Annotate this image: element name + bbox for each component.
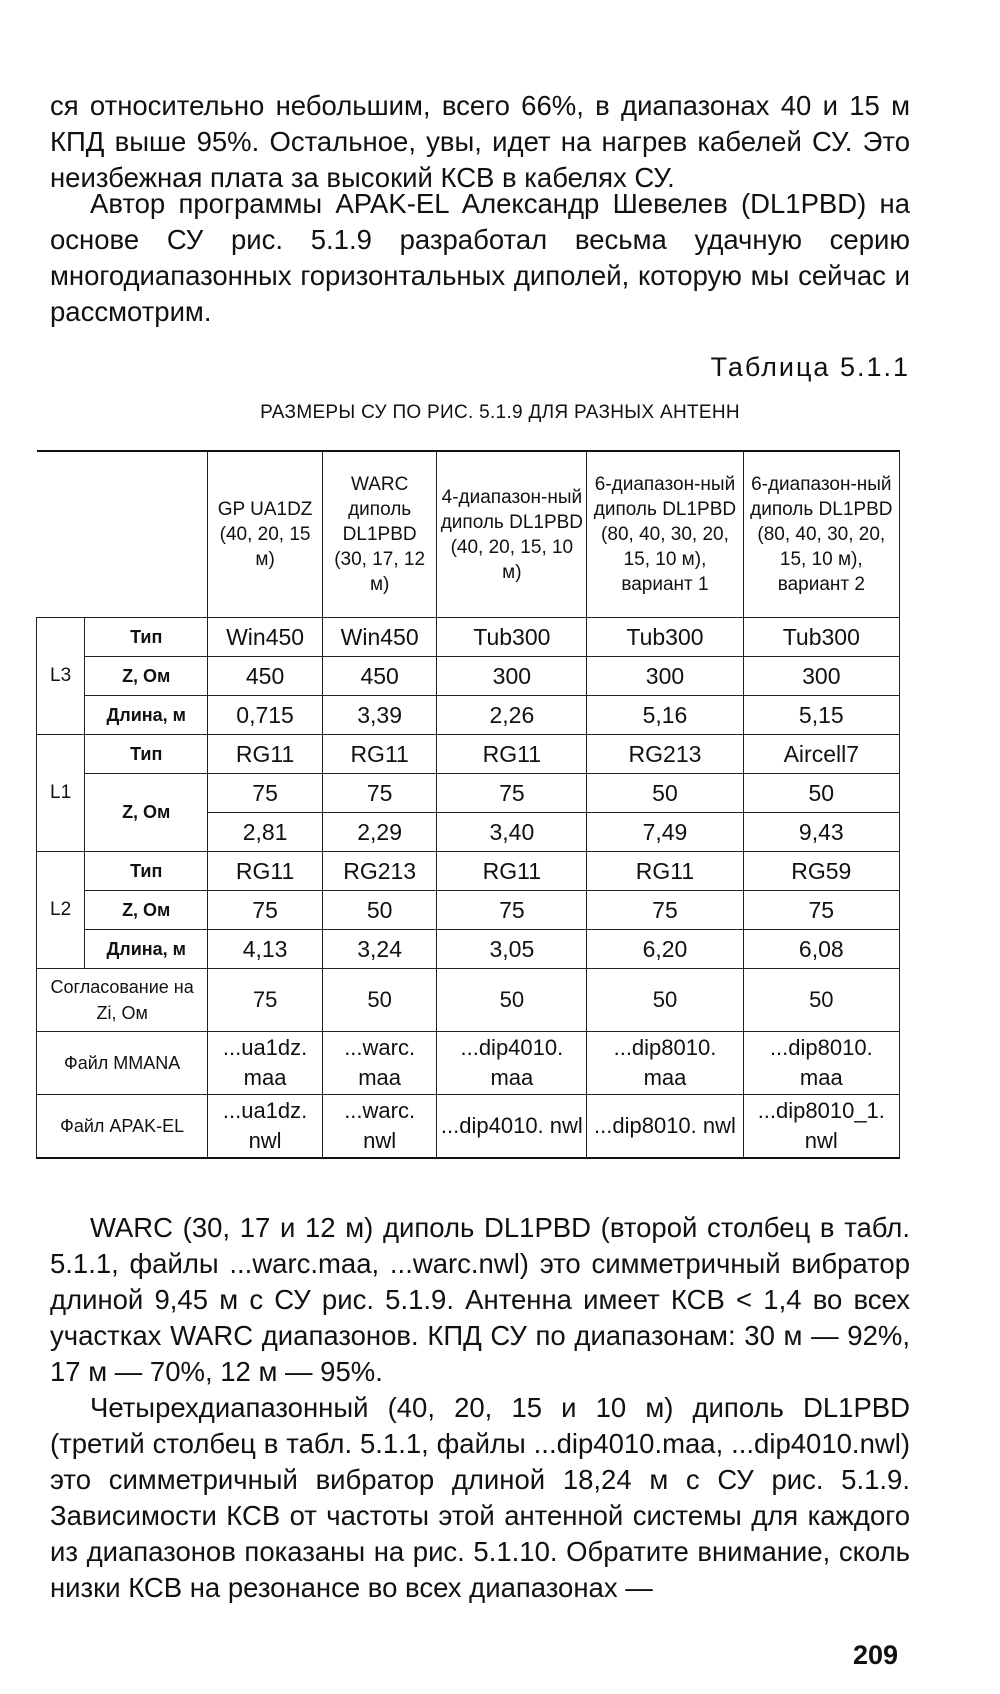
table-cell: 300	[587, 657, 743, 696]
table-cell: 75	[208, 969, 323, 1032]
table-cell: 50	[587, 969, 743, 1032]
table-cell: 6,20	[587, 930, 743, 969]
table-cell: 75	[437, 891, 587, 930]
table-row	[37, 696, 900, 735]
table-cell: RG213	[587, 735, 743, 774]
row-label: Тип	[85, 735, 208, 774]
table-cell: 75	[208, 774, 323, 813]
table-cell: ...ua1dz. nwl	[208, 1095, 323, 1159]
table-cell: RG11	[587, 852, 743, 891]
row-label-matching: Согласование на Zi, Ом	[37, 969, 208, 1032]
table-cell: Tub300	[743, 618, 899, 657]
table-row	[37, 852, 900, 891]
dimensions-table	[36, 450, 900, 1159]
table-cell: ...dip8010. nwl	[587, 1095, 743, 1159]
table-cell: 300	[437, 657, 587, 696]
table-cell: RG11	[437, 852, 587, 891]
paragraph-author: Автор программы APAK-EL Александр Шевелев (DL1PBD) на основе СУ рис. 5.1.9 разработал весьма удачную серию многодиапазонных горизонтальных диполей, которую мы сейчас и рассмотрим.	[50, 188, 910, 327]
table-cell: 6,08	[743, 930, 899, 969]
paragraph-warc: WARC (30, 17 и 12 м) диполь DL1PBD (второй столбец в табл. 5.1.1, файлы ...warc.maa, ...warc.nwl) это симметричный вибратор длиной 9,45 м с СУ рис. 5.1.9. Антенна имеет КСВ < 1,4 во всех участках WARC диапазонов. КПД СУ по диапазонам: 30 м — 92%, 17 м — 70%, 12 м — 95%.	[50, 1212, 910, 1387]
table-row	[37, 969, 900, 1032]
page-number: 209	[852, 1640, 898, 1670]
table-title: РАЗМЕРЫ СУ ПО РИС. 5.1.9 ДЛЯ РАЗНЫХ АНТЕНН	[260, 402, 740, 423]
table-cell: 450	[322, 657, 437, 696]
table-cell: 450	[208, 657, 323, 696]
group-label-l3: L3	[37, 618, 85, 735]
row-label: Тип	[85, 852, 208, 891]
table-cell: 75	[743, 891, 899, 930]
table-cell: 75	[208, 891, 323, 930]
table-cell: 75	[437, 774, 587, 813]
table-cell: 50	[437, 969, 587, 1032]
table-cell: 3,40	[437, 813, 587, 852]
table-row	[37, 618, 900, 657]
table-cell: 5,16	[587, 696, 743, 735]
table-cell: 7,49	[587, 813, 743, 852]
header-col-2: WARC диполь DL1PBD (30, 17, 12 м)	[322, 451, 437, 618]
table-cell: Win450	[208, 618, 323, 657]
table-cell: RG11	[322, 735, 437, 774]
table-row	[37, 930, 900, 969]
paragraph-intro: ся относительно небольшим, всего 66%, в диапазонах 40 и 15 м КПД выше 95%. Остальное, увы, идет на нагрев кабелей СУ. Это неизбежная плата за высокий КСВ в кабелях СУ.	[50, 90, 910, 193]
table-cell: ...dip8010_1. nwl	[743, 1095, 899, 1159]
table-cell: 75	[322, 774, 437, 813]
header-col-3: 4-диапазон-ный диполь DL1PBD (40, 20, 15, 10 м)	[437, 451, 587, 618]
table-cell: 50	[322, 891, 437, 930]
table-cell: 4,13	[208, 930, 323, 969]
group-label-l2: L2	[37, 852, 85, 969]
table-cell: 300	[743, 657, 899, 696]
table-cell: 50	[743, 969, 899, 1032]
table-row	[37, 891, 900, 930]
header-col-4: 6-диапазон-ный диполь DL1PBD (80, 40, 30, 20, 15, 10 м), вариант 1	[587, 451, 743, 618]
row-label: Z, Ом	[85, 774, 208, 852]
table-row	[37, 1095, 900, 1159]
table-row	[37, 774, 900, 813]
row-label: Длина, м	[85, 696, 208, 735]
row-label-apak: Файл APAK-EL	[37, 1095, 208, 1159]
row-label: Z, Ом	[85, 891, 208, 930]
header-col-5: 6-диапазон-ный диполь DL1PBD (80, 40, 30, 20, 15, 10 м), вариант 2	[743, 451, 899, 618]
table-caption: Таблица 5.1.1	[710, 352, 910, 382]
table-cell: 2,81	[208, 813, 323, 852]
table-row	[37, 1032, 900, 1095]
table-cell: ...dip4010. nwl	[437, 1095, 587, 1159]
table-cell: RG11	[208, 852, 323, 891]
table-row	[37, 735, 900, 774]
table-header-row	[37, 451, 900, 618]
row-label: Длина, м	[85, 930, 208, 969]
table-row	[37, 657, 900, 696]
table-cell: RG59	[743, 852, 899, 891]
table-cell: Tub300	[587, 618, 743, 657]
table-cell: 5,15	[743, 696, 899, 735]
group-label-l1: L1	[37, 735, 85, 852]
paragraph-four-band: Четырехдиапазонный (40, 20, 15 и 10 м) диполь DL1PBD (третий столбец в табл. 5.1.1, файлы ...dip4010.maa, ...dip4010.nwl) это симметричный вибратор длиной 18,24 м с СУ рис. 5.1.9. Зависимости КСВ от частоты этой антенной системы для каждого из диапазонов показаны на рис. 5.1.10. Обратите внимание, сколь низки КСВ на резонансе во всех диапазонах —	[50, 1392, 910, 1603]
table-cell: 0,715	[208, 696, 323, 735]
table-cell: 3,24	[322, 930, 437, 969]
table-cell: ...warc. nwl	[322, 1095, 437, 1159]
row-label: Тип	[85, 618, 208, 657]
table-cell: 50	[587, 774, 743, 813]
table-cell: Tub300	[437, 618, 587, 657]
table-cell: 3,39	[322, 696, 437, 735]
table-cell: 50	[743, 774, 899, 813]
header-empty-cell	[37, 451, 208, 618]
table-cell: RG213	[322, 852, 437, 891]
table-cell: 9,43	[743, 813, 899, 852]
table-cell: 3,05	[437, 930, 587, 969]
row-label: Z, Ом	[85, 657, 208, 696]
table-cell: 75	[587, 891, 743, 930]
table-cell: 2,29	[322, 813, 437, 852]
table-cell: ...warc. maa	[322, 1032, 437, 1095]
table-cell: Win450	[322, 618, 437, 657]
table-cell: RG11	[208, 735, 323, 774]
header-col-1: GP UA1DZ (40, 20, 15 м)	[208, 451, 323, 618]
table-cell: ...dip8010. maa	[587, 1032, 743, 1095]
table-cell: 50	[322, 969, 437, 1032]
table-cell: Aircell7	[743, 735, 899, 774]
table-cell: ...dip4010. maa	[437, 1032, 587, 1095]
table-cell: ...dip8010. maa	[743, 1032, 899, 1095]
table-cell: RG11	[437, 735, 587, 774]
row-label-mmana: Файл MMANA	[37, 1032, 208, 1095]
table-cell: 2,26	[437, 696, 587, 735]
table-cell: ...ua1dz. maa	[208, 1032, 323, 1095]
